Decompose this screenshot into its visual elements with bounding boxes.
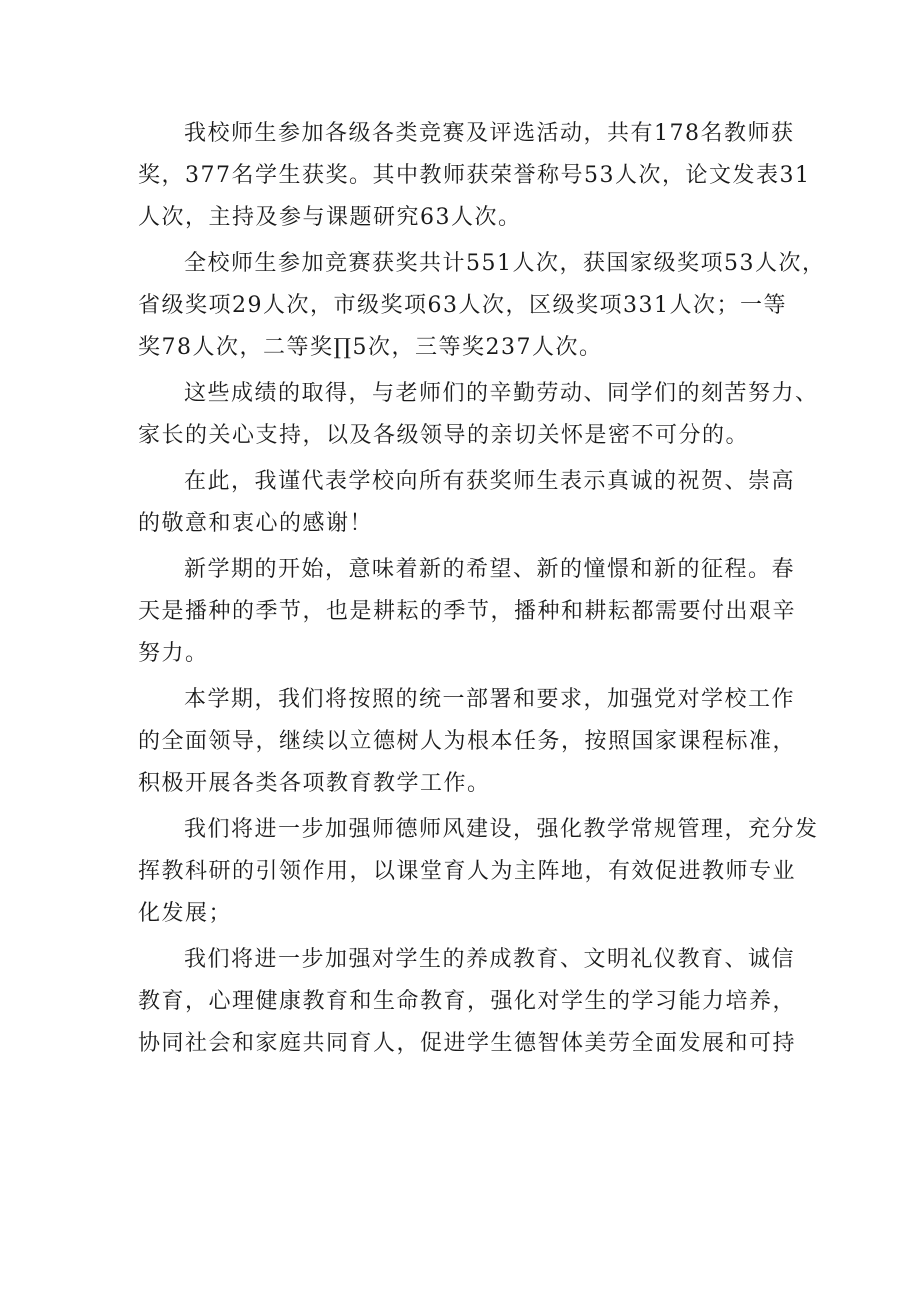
paragraph-teacher-development xyxy=(138,809,819,935)
text-line: 积极开展各类各项教育教学工作。 xyxy=(138,771,491,796)
text-line: 化发展； xyxy=(138,901,233,926)
text-line: 的全面领导，继续以立德树人为根本任务，按照国家课程标准， xyxy=(138,729,797,754)
paragraph-competition-awards xyxy=(138,243,826,369)
text-line: 省级奖项29人次，市级奖项63人次，区级奖项331人次；一等 xyxy=(138,293,787,318)
text-line: 人次，主持及参与课题研究63人次。 xyxy=(138,205,522,230)
text-line: 家长的关心支持，以及各级领导的亲切关怀是密不可分的。 xyxy=(138,423,750,448)
text-line: 的敬意和衷心的感谢！ xyxy=(138,511,374,536)
text-line: 我们将进一步加强对学生的养成教育、文明礼仪教育、诚信 xyxy=(184,947,796,972)
text-line: 这些成绩的取得，与老师们的辛勤劳动、同学们的刻苦努力、 xyxy=(184,381,819,406)
text-line: 我校师生参加各级各类竞赛及评选活动，共有178名教师获 xyxy=(184,121,795,146)
text-line: 本学期，我们将按照的统一部署和要求，加强党对学校工作 xyxy=(184,687,796,712)
paragraph-awards-summary xyxy=(138,113,811,239)
text-line: 教育，心理健康教育和生命教育，强化对学生的学习能力培养， xyxy=(138,989,797,1014)
text-line: 协同社会和家庭共同育人，促进学生德智体美劳全面发展和可持 xyxy=(138,1031,797,1056)
text-line: 新学期的开始，意味着新的希望、新的憧憬和新的征程。春 xyxy=(184,557,796,582)
document-body xyxy=(138,113,826,1065)
paragraph-new-semester xyxy=(138,549,798,675)
paragraph-congratulations xyxy=(138,461,798,545)
text-line: 全校师生参加竞赛获奖共计551人次，获国家级奖项53人次， xyxy=(184,251,826,276)
text-line: 奖78人次，二等奖∏5次，三等奖237人次。 xyxy=(138,335,603,360)
text-line: 努力。 xyxy=(138,641,209,666)
paragraph-semester-plan xyxy=(138,679,798,805)
text-line: 天是播种的季节，也是耕耘的季节，播种和耕耘都需要付出艰辛 xyxy=(138,599,797,624)
paragraph-achievements xyxy=(138,373,819,457)
text-line: 我们将进一步加强师德师风建设，强化教学常规管理，充分发 xyxy=(184,817,819,842)
text-line: 挥教科研的引领作用，以课堂育人为主阵地，有效促进教师专业 xyxy=(138,859,797,884)
text-line: 奖，377名学生获奖。其中教师获荣誉称号53人次，论文发表31 xyxy=(138,163,811,188)
paragraph-student-education xyxy=(138,939,798,1065)
text-line: 在此，我谨代表学校向所有获奖师生表示真诚的祝贺、崇高 xyxy=(184,469,796,494)
